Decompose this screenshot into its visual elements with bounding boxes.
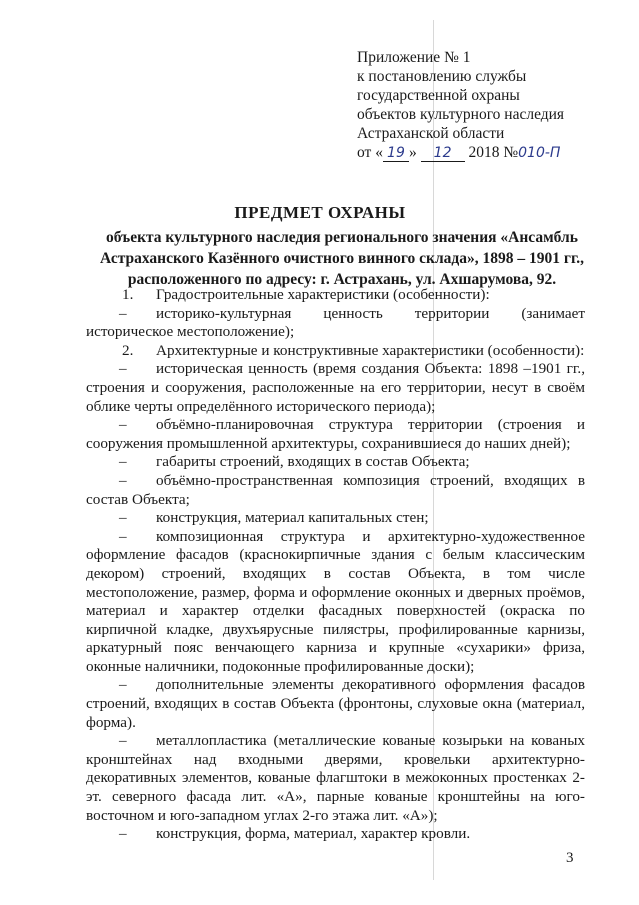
body-paragraph xyxy=(86,416,585,453)
document-subtitle xyxy=(92,227,592,290)
list-dash: – xyxy=(119,416,127,434)
document-body xyxy=(86,286,585,844)
section-number: 1. xyxy=(122,286,134,303)
paragraph-text: объёмно-планировочная структура территории (строения и сооружения промышленной архитектуры, сохранившиеся до наших дней); xyxy=(86,416,585,452)
paragraph-text: Архитектурные и конструктивные характеристики (особенности): xyxy=(156,341,585,359)
date-mid: » xyxy=(408,144,417,161)
date-year: 2018 № xyxy=(468,144,519,161)
handwritten-month: 12 xyxy=(421,146,465,162)
approval-line-5: Астраханской области xyxy=(357,125,505,142)
paragraph-text: историческая ценность (время создания Объекта: 1898 –1901 гг., строения и сооружения, расположенные на его территории, несут в своём облике черты определённого исторического периода); xyxy=(86,360,585,415)
paragraph-text: конструкция, материал капитальных стен; xyxy=(156,509,429,527)
paragraph-text: металлопластика (металлические кованые козырьки на кованых кронштейнах над входными дверями, кровельки архитектурно-декоративных элементов, кованые флагштоки в межоконных простенках 2- эт. северного фасада лит. «А», парные кованые кронштейны на юго-восточном и юго-западном углах 2-го этажа лит. «А»); xyxy=(86,732,585,824)
list-dash: – xyxy=(119,825,127,843)
paragraph-text: габариты строений, входящих в состав Объекта; xyxy=(156,453,470,471)
body-paragraph xyxy=(86,453,585,472)
paragraph-text: дополнительные элементы декоративного оформления фасадов строений, входящих в состав Объекта (фронтоны, слуховые окна (материал, форма). xyxy=(86,676,585,731)
document-title: ПРЕДМЕТ ОХРАНЫ xyxy=(234,203,406,222)
subtitle-line-2: Астраханского Казённого очистного винного склада», 1898 – 1901 гг., xyxy=(100,250,584,267)
list-dash: – xyxy=(119,509,127,527)
approval-date-line xyxy=(357,143,627,163)
date-prefix: от « xyxy=(357,144,383,161)
paragraph-text: композиционная структура и архитектурно-художественное оформление фасадов (краснокирпичные здания с белым классическим декором) строений, входящих в состав Объекта, в том числе местоположение, размер, форма и оформление оконных и дверных проёмов, материал и характер отделки фасадных поверхностей (окраска по кирпичной кладке, двухъярусные пилястры, профилированные карнизы, аркатурный пояс венчающего карниза и крупные «сухарики» фриза, оконные наличники, подоконные профилированные доски); xyxy=(86,527,585,675)
body-paragraph xyxy=(86,472,585,509)
body-paragraph xyxy=(86,305,585,342)
body-paragraph xyxy=(86,676,585,732)
list-dash: – xyxy=(119,360,127,378)
approval-line-3: государственной охраны xyxy=(357,87,520,104)
approval-line-4: объектов культурного наследия xyxy=(357,106,565,123)
list-dash: – xyxy=(119,453,127,471)
paragraph-text: историко-культурная ценность территории (занимает историческое местоположение); xyxy=(86,304,585,341)
handwritten-day: 19 xyxy=(383,146,409,162)
list-dash: – xyxy=(119,304,127,322)
body-paragraph xyxy=(86,286,585,305)
paragraph-text: объёмно-пространственная композиция строений, входящих в состав Объекта; xyxy=(86,471,585,508)
list-dash: – xyxy=(119,732,127,750)
body-paragraph xyxy=(86,342,585,361)
subtitle-line-1: объекта культурного наследия регионального значения «Ансамбль xyxy=(106,229,578,246)
section-number: 2. xyxy=(122,341,134,359)
approval-line-1: Приложение № 1 xyxy=(357,49,471,66)
body-paragraph xyxy=(86,825,585,844)
approval-line-2: к постановлению службы xyxy=(357,68,527,85)
handwritten-number: 010-П xyxy=(518,145,561,161)
paragraph-text: конструкция, форма, материал, характер кровли. xyxy=(156,825,471,843)
subtitle-line-3: расположенного по адресу: г. Астрахань, ул. Ахшарумова, 92. xyxy=(127,271,557,288)
approval-block xyxy=(357,48,627,163)
body-paragraph xyxy=(86,528,585,677)
list-dash: – xyxy=(119,471,127,489)
body-paragraph xyxy=(86,509,585,528)
paragraph-text: Градостроительные характеристики (особенности): xyxy=(156,286,490,303)
page-number: 3 xyxy=(566,850,574,866)
body-paragraph xyxy=(86,732,585,825)
body-paragraph xyxy=(86,360,585,416)
list-dash: – xyxy=(119,527,127,545)
list-dash: – xyxy=(119,676,127,694)
